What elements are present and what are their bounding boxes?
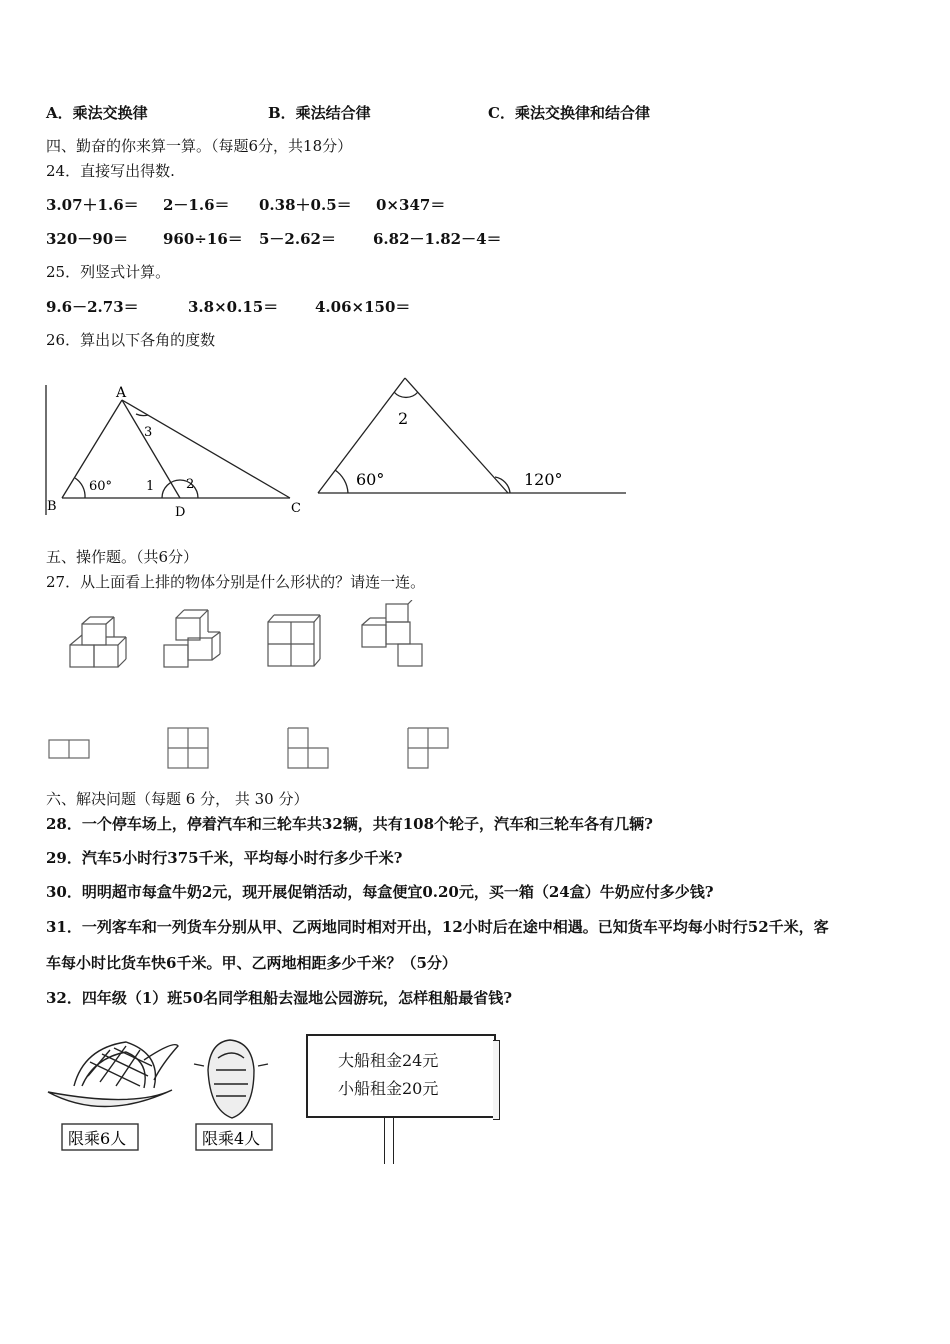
- sign-post: [384, 1118, 394, 1164]
- angle-2-label: 2: [186, 477, 195, 492]
- triangle-figure: [46, 385, 290, 515]
- boat-illustrations: [44, 1030, 284, 1160]
- q29-text: 29．汽车5小时行375千米，平均每小时行多少千米?: [46, 849, 403, 867]
- q27-title: 27．从上面看上排的物体分别是什么形状的？请连一连。: [46, 573, 426, 591]
- cube-object-4: [362, 600, 422, 666]
- calc-item: 0×347＝: [376, 196, 446, 214]
- cube-object-1: [70, 617, 126, 667]
- calc-item: 3.07＋1.6＝: [46, 196, 139, 214]
- section5-title: 五、操作题。（共6分）: [46, 548, 199, 566]
- angle-1-label: 1: [146, 479, 155, 494]
- vertex-c-label: C: [291, 501, 301, 516]
- angle-figures: [40, 370, 640, 520]
- angle-3-label: 3: [144, 425, 153, 440]
- top-views: [40, 720, 460, 775]
- angle-120-label: 120°: [524, 470, 563, 489]
- calc-item: 5－2.62＝: [259, 230, 336, 248]
- cube-object-3: [268, 615, 320, 666]
- big-boat-limit: 限乘6人: [68, 1129, 127, 1148]
- q32-title: 32．四年级（1）班50名同学租船去湿地公园游玩，怎样租船最省钱?: [46, 989, 512, 1007]
- price-sign: [306, 1034, 496, 1118]
- option-c: C．乘法交换律和结合律: [488, 104, 650, 122]
- big-boat-price: 大船租金24元: [338, 1051, 439, 1070]
- q31-line2: 车每小时比货车快6千米。甲、乙两地相距多少千米？（5分）: [46, 954, 457, 972]
- top-view-4: [408, 728, 448, 768]
- vertex-d-label: D: [175, 505, 186, 520]
- top-view-3: [288, 728, 328, 768]
- cube-objects: [60, 600, 440, 675]
- option-a: A．乘法交换律: [46, 104, 148, 122]
- section4-title: 四、勤奋的你来算一算。（每题6分，共18分）: [46, 137, 353, 155]
- calc-item: 9.6－2.73＝: [46, 298, 139, 316]
- q30-text: 30．明明超市每盒牛奶2元，现开展促销活动，每盒便宜0.20元，买一箱（24盒）牛奶应付多少钱?: [46, 883, 714, 901]
- angle-2-top-label: 2: [398, 409, 409, 428]
- q26-title: 26．算出以下各角的度数: [46, 331, 216, 349]
- cube-object-2: [164, 610, 220, 667]
- top-view-1: [49, 740, 89, 758]
- small-boat-price: 小船租金20元: [338, 1079, 439, 1098]
- calc-item: 3.8×0.15＝: [188, 298, 279, 316]
- sign-edge: [493, 1040, 500, 1120]
- calc-item: 6.82－1.82－4＝: [373, 230, 502, 248]
- option-b: B．乘法结合律: [268, 104, 371, 122]
- calc-item: 4.06×150＝: [315, 298, 411, 316]
- q24-title: 24．直接写出得数.: [46, 162, 175, 180]
- calc-item: 960÷16＝: [163, 230, 243, 248]
- q31-line1: 31．一列客车和一列货车分别从甲、乙两地同时相对开出，12小时后在途中相遇。已知货车平均每小时行52千米，客: [46, 918, 829, 936]
- vertex-b-label: B: [47, 499, 57, 514]
- calc-item: 0.38＋0.5＝: [259, 196, 352, 214]
- vertex-a-label: A: [116, 385, 127, 401]
- angle-60-label: 60°: [356, 470, 385, 489]
- q25-title: 25．列竖式计算。: [46, 263, 171, 281]
- q28-text: 28．一个停车场上，停着汽车和三轮车共32辆，共有108个轮子，汽车和三轮车各有几辆?: [46, 815, 653, 833]
- top-view-2: [168, 728, 208, 768]
- small-boat-limit: 限乘4人: [202, 1129, 261, 1148]
- angle-b-label: 60°: [89, 479, 113, 494]
- section6-title: 六、解决问题（每题 6 分， 共 30 分）: [46, 790, 309, 808]
- calc-item: 320－90＝: [46, 230, 129, 248]
- calc-item: 2－1.6＝: [163, 196, 230, 214]
